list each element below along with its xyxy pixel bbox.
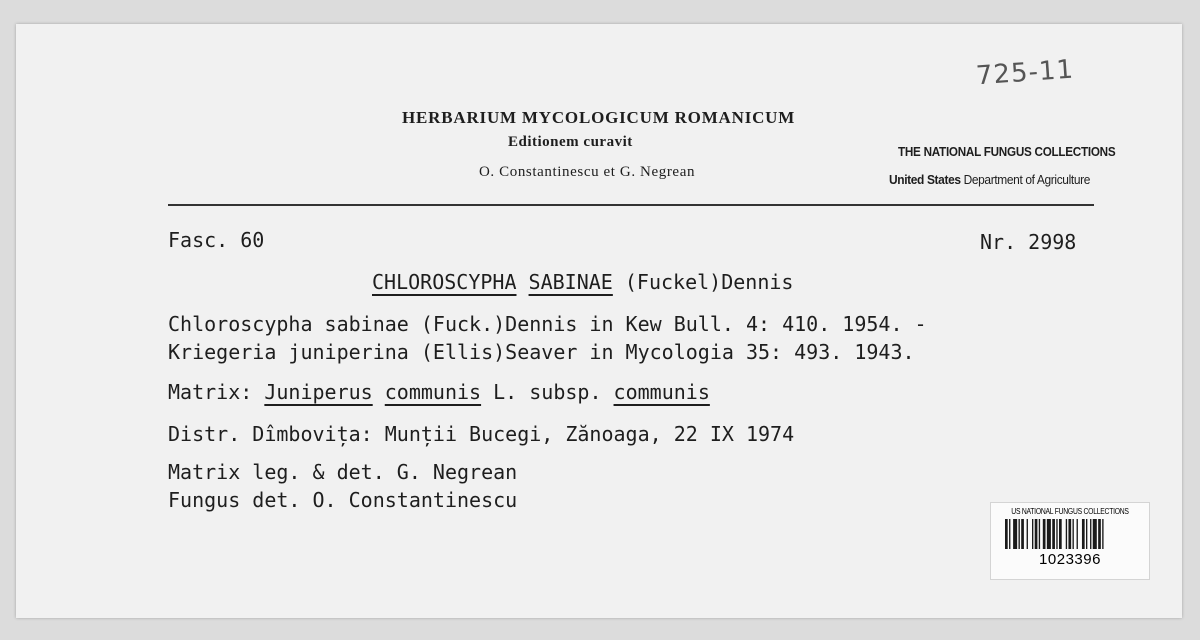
stamp-department-bold: United States bbox=[889, 172, 961, 187]
herbarium-editors: O. Constantinescu et G. Negrean bbox=[479, 164, 696, 180]
stamp-department-rest: Department of Agriculture bbox=[960, 172, 1091, 187]
taxon-name bbox=[372, 270, 793, 294]
fascicle-number: Fasc. 60 bbox=[168, 228, 265, 252]
barcode-caption: US NATIONAL FUNGUS COLLECTIONS bbox=[1011, 507, 1129, 516]
taxon-authority: (Fuckel)Dennis bbox=[612, 270, 794, 294]
stamp-institution: THE NATIONAL FUNGUS COLLECTIONS bbox=[898, 144, 1116, 159]
synonym-line: Chloroscypha sabinae (Fuck.)Dennis in Kew Bull. 4: 410. 1954. - bbox=[168, 312, 927, 336]
collector-line: Fungus det. O. Constantinescu bbox=[168, 488, 518, 512]
taxon-genus: CHLOROSCYPHA bbox=[372, 270, 517, 294]
herbarium-subtitle: Editionem curavit bbox=[508, 134, 633, 150]
herbarium-label-card bbox=[16, 24, 1182, 618]
matrix-rank: L. subsp. bbox=[481, 380, 614, 404]
handwritten-accession-number: 725-11 bbox=[975, 54, 1076, 92]
header-divider bbox=[168, 204, 1094, 206]
barcode-sticker bbox=[990, 502, 1150, 580]
barcode-number: 1023396 bbox=[1039, 551, 1101, 568]
stamp-department bbox=[889, 172, 1090, 187]
exsiccata-number: Nr. 2998 bbox=[980, 230, 1077, 254]
matrix-species: communis bbox=[384, 380, 482, 404]
collector-line: Matrix leg. & det. G. Negrean bbox=[168, 460, 518, 484]
matrix-host bbox=[168, 380, 710, 404]
taxon-epithet: SABINAE bbox=[528, 270, 613, 294]
matrix-label: Matrix: bbox=[168, 380, 265, 404]
matrix-genus: Juniperus bbox=[264, 380, 373, 404]
barcode-icon bbox=[1005, 519, 1135, 549]
herbarium-title: HERBARIUM MYCOLOGICUM ROMANICUM bbox=[402, 108, 796, 127]
distribution-line: Distr. Dîmbovița: Munții Bucegi, Zănoaga, 22 IX 1974 bbox=[168, 422, 795, 446]
synonym-line: Kriegeria juniperina (Ellis)Seaver in Mycologia 35: 493. 1943. bbox=[168, 340, 915, 364]
matrix-subspecies: communis bbox=[613, 380, 710, 404]
